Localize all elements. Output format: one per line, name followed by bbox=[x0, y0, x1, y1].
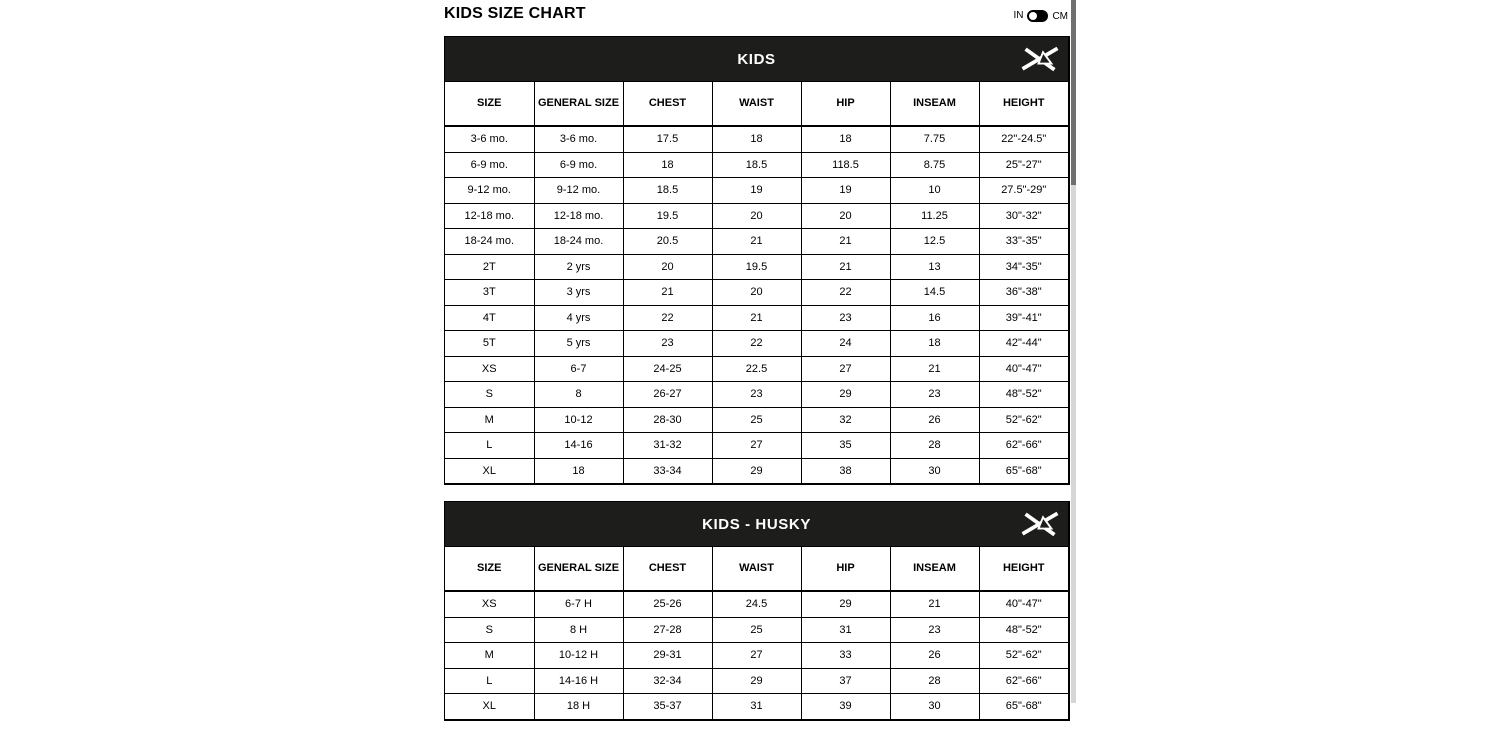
table-cell: 29 bbox=[712, 668, 801, 694]
table-row bbox=[445, 694, 1068, 719]
table-cell: 39 bbox=[801, 694, 890, 719]
table-cell: 39"-41" bbox=[979, 305, 1068, 331]
table-cell: 4T bbox=[445, 305, 534, 331]
table-cell: 30 bbox=[890, 694, 979, 719]
table-cell: 9-12 mo. bbox=[534, 178, 623, 204]
table-row bbox=[445, 203, 1068, 229]
table-cell: 23 bbox=[890, 617, 979, 643]
table-cell: 23 bbox=[801, 305, 890, 331]
brand-logo-icon bbox=[1021, 45, 1059, 73]
column-header-waist: WAIST bbox=[712, 82, 801, 127]
table-row bbox=[445, 668, 1068, 694]
scrollbar-track[interactable] bbox=[1071, 0, 1076, 703]
table-cell: 18.5 bbox=[712, 152, 801, 178]
column-header-waist: WAIST bbox=[712, 547, 801, 592]
table-title: KIDS bbox=[737, 50, 776, 68]
table-cell: 24.5 bbox=[712, 591, 801, 617]
table-cell: 26-27 bbox=[623, 382, 712, 408]
table-cell: 27 bbox=[712, 433, 801, 459]
table-cell: 62"-66" bbox=[979, 668, 1068, 694]
table-cell: 36"-38" bbox=[979, 280, 1068, 306]
table-row bbox=[445, 152, 1068, 178]
column-header-inseam: INSEAM bbox=[890, 82, 979, 127]
table-cell: 19 bbox=[712, 178, 801, 204]
table-cell: 21 bbox=[801, 229, 890, 255]
kids-size-table bbox=[444, 36, 1070, 485]
table-cell: 29 bbox=[712, 458, 801, 483]
table-cell: XL bbox=[445, 458, 534, 483]
table-cell: 40"-47" bbox=[979, 356, 1068, 382]
column-header-height: HEIGHT bbox=[979, 547, 1068, 592]
table-cell: 23 bbox=[890, 382, 979, 408]
table-row bbox=[445, 643, 1068, 669]
table-cell: 48"-52" bbox=[979, 382, 1068, 408]
table-cell: 22 bbox=[623, 305, 712, 331]
table-cell: 8 H bbox=[534, 617, 623, 643]
column-header-hip: HIP bbox=[801, 82, 890, 127]
table-cell: 7.75 bbox=[890, 126, 979, 152]
table-cell: 4 yrs bbox=[534, 305, 623, 331]
table-cell: 25 bbox=[712, 407, 801, 433]
table-cell: 26 bbox=[890, 643, 979, 669]
table-cell: 23 bbox=[712, 382, 801, 408]
table-cell: 3 yrs bbox=[534, 280, 623, 306]
column-header-row bbox=[445, 82, 1068, 127]
scrollbar-thumb[interactable] bbox=[1071, 0, 1076, 185]
table-cell: S bbox=[445, 617, 534, 643]
table-cell: 65"-68" bbox=[979, 694, 1068, 719]
unit-toggle-switch[interactable] bbox=[1027, 10, 1048, 22]
table-row bbox=[445, 305, 1068, 331]
table-cell: 118.5 bbox=[801, 152, 890, 178]
table-row bbox=[445, 178, 1068, 204]
table-cell: 8 bbox=[534, 382, 623, 408]
table-row bbox=[445, 229, 1068, 255]
table-cell: 21 bbox=[801, 254, 890, 280]
column-header-hip: HIP bbox=[801, 547, 890, 592]
kids-husky-table-banner bbox=[445, 502, 1068, 546]
table-cell: 18 bbox=[712, 126, 801, 152]
kids-table-banner bbox=[445, 37, 1068, 81]
table-cell: 28 bbox=[890, 668, 979, 694]
column-header-general-size: GENERAL SIZE bbox=[534, 82, 623, 127]
table-cell: L bbox=[445, 433, 534, 459]
table-cell: 19.5 bbox=[712, 254, 801, 280]
table-cell: 29-31 bbox=[623, 643, 712, 669]
table-cell: 28-30 bbox=[623, 407, 712, 433]
column-header-inseam: INSEAM bbox=[890, 547, 979, 592]
table-cell: 10 bbox=[890, 178, 979, 204]
unit-label-in: IN bbox=[1013, 9, 1024, 21]
table-cell: 25 bbox=[712, 617, 801, 643]
table-cell: 18 bbox=[623, 152, 712, 178]
table-row bbox=[445, 407, 1068, 433]
table-cell: 6-9 mo. bbox=[534, 152, 623, 178]
table-cell: 48"-52" bbox=[979, 617, 1068, 643]
table-cell: 27 bbox=[712, 643, 801, 669]
table-cell: 12-18 mo. bbox=[445, 203, 534, 229]
table-cell: 6-7 H bbox=[534, 591, 623, 617]
table-cell: 2 yrs bbox=[534, 254, 623, 280]
kids-table bbox=[445, 81, 1068, 483]
table-cell: 28 bbox=[890, 433, 979, 459]
table-cell: 10-12 H bbox=[534, 643, 623, 669]
table-cell: 38 bbox=[801, 458, 890, 483]
table-row bbox=[445, 617, 1068, 643]
table-cell: 30"-32" bbox=[979, 203, 1068, 229]
table-cell: 62"-66" bbox=[979, 433, 1068, 459]
table-cell: 26 bbox=[890, 407, 979, 433]
table-cell: 34"-35" bbox=[979, 254, 1068, 280]
table-cell: 32-34 bbox=[623, 668, 712, 694]
table-cell: 5 yrs bbox=[534, 331, 623, 357]
table-cell: 65"-68" bbox=[979, 458, 1068, 483]
table-cell: 18 bbox=[890, 331, 979, 357]
table-row bbox=[445, 382, 1068, 408]
table-cell: M bbox=[445, 407, 534, 433]
table-cell: 33-34 bbox=[623, 458, 712, 483]
table-cell: 6-7 bbox=[534, 356, 623, 382]
kids-husky-size-table bbox=[444, 501, 1070, 721]
unit-label-cm: CM bbox=[1052, 11, 1068, 22]
table-cell: 3-6 mo. bbox=[534, 126, 623, 152]
table-cell: 35 bbox=[801, 433, 890, 459]
table-cell: 42"-44" bbox=[979, 331, 1068, 357]
column-header-chest: CHEST bbox=[623, 82, 712, 127]
table-cell: 31 bbox=[712, 694, 801, 719]
table-cell: M bbox=[445, 643, 534, 669]
table-cell: 22"-24.5" bbox=[979, 126, 1068, 152]
table-cell: 33"-35" bbox=[979, 229, 1068, 255]
table-cell: 31-32 bbox=[623, 433, 712, 459]
table-row bbox=[445, 280, 1068, 306]
table-row bbox=[445, 356, 1068, 382]
table-cell: XL bbox=[445, 694, 534, 719]
table-row bbox=[445, 254, 1068, 280]
table-cell: 25"-27" bbox=[979, 152, 1068, 178]
table-cell: 21 bbox=[712, 305, 801, 331]
table-cell: 14.5 bbox=[890, 280, 979, 306]
table-cell: 25-26 bbox=[623, 591, 712, 617]
table-cell: 27-28 bbox=[623, 617, 712, 643]
column-header-size: SIZE bbox=[445, 547, 534, 592]
table-cell: 20 bbox=[712, 203, 801, 229]
column-header-row bbox=[445, 547, 1068, 592]
table-cell: 30 bbox=[890, 458, 979, 483]
table-row bbox=[445, 591, 1068, 617]
table-cell: 29 bbox=[801, 382, 890, 408]
table-cell: 18 bbox=[534, 458, 623, 483]
table-cell: 14-16 bbox=[534, 433, 623, 459]
table-cell: 11.25 bbox=[890, 203, 979, 229]
table-cell: 18 bbox=[801, 126, 890, 152]
table-cell: 5T bbox=[445, 331, 534, 357]
table-cell: 37 bbox=[801, 668, 890, 694]
column-header-chest: CHEST bbox=[623, 547, 712, 592]
table-cell: 32 bbox=[801, 407, 890, 433]
table-cell: 33 bbox=[801, 643, 890, 669]
table-cell: 19 bbox=[801, 178, 890, 204]
table-cell: 20 bbox=[712, 280, 801, 306]
table-cell: 2T bbox=[445, 254, 534, 280]
table-cell: 3-6 mo. bbox=[445, 126, 534, 152]
table-row bbox=[445, 331, 1068, 357]
toggle-knob-icon bbox=[1029, 12, 1037, 20]
table-cell: 13 bbox=[890, 254, 979, 280]
table-row bbox=[445, 433, 1068, 459]
table-cell: 24-25 bbox=[623, 356, 712, 382]
table-cell: 12.5 bbox=[890, 229, 979, 255]
table-cell: 3T bbox=[445, 280, 534, 306]
table-row bbox=[445, 126, 1068, 152]
table-title: KIDS - HUSKY bbox=[702, 515, 811, 533]
table-cell: 14-16 H bbox=[534, 668, 623, 694]
table-cell: 22 bbox=[712, 331, 801, 357]
table-cell: 20 bbox=[801, 203, 890, 229]
table-cell: 12-18 mo. bbox=[534, 203, 623, 229]
table-cell: 8.75 bbox=[890, 152, 979, 178]
column-header-height: HEIGHT bbox=[979, 82, 1068, 127]
table-cell: 31 bbox=[801, 617, 890, 643]
table-cell: 22 bbox=[801, 280, 890, 306]
table-cell: 10-12 bbox=[534, 407, 623, 433]
table-cell: 9-12 mo. bbox=[445, 178, 534, 204]
table-cell: 21 bbox=[890, 591, 979, 617]
table-cell: 20.5 bbox=[623, 229, 712, 255]
table-cell: 23 bbox=[623, 331, 712, 357]
table-cell: 21 bbox=[890, 356, 979, 382]
unit-toggle bbox=[1013, 8, 1068, 23]
brand-logo-icon bbox=[1021, 510, 1059, 538]
table-cell: 52"-62" bbox=[979, 643, 1068, 669]
page-title: KIDS SIZE CHART bbox=[444, 5, 586, 22]
table-cell: XS bbox=[445, 356, 534, 382]
table-cell: 18 H bbox=[534, 694, 623, 719]
table-cell: 40"-47" bbox=[979, 591, 1068, 617]
table-cell: 18.5 bbox=[623, 178, 712, 204]
table-cell: 21 bbox=[712, 229, 801, 255]
table-cell: S bbox=[445, 382, 534, 408]
table-cell: 22.5 bbox=[712, 356, 801, 382]
table-cell: 29 bbox=[801, 591, 890, 617]
column-header-size: SIZE bbox=[445, 82, 534, 127]
table-cell: 20 bbox=[623, 254, 712, 280]
table-cell: 24 bbox=[801, 331, 890, 357]
table-cell: 27.5"-29" bbox=[979, 178, 1068, 204]
table-cell: 52"-62" bbox=[979, 407, 1068, 433]
table-cell: 21 bbox=[623, 280, 712, 306]
table-cell: XS bbox=[445, 591, 534, 617]
table-cell: 6-9 mo. bbox=[445, 152, 534, 178]
table-cell: L bbox=[445, 668, 534, 694]
table-cell: 19.5 bbox=[623, 203, 712, 229]
column-header-general-size: GENERAL SIZE bbox=[534, 547, 623, 592]
table-cell: 35-37 bbox=[623, 694, 712, 719]
table-cell: 18-24 mo. bbox=[534, 229, 623, 255]
top-bar bbox=[444, 4, 1070, 24]
table-cell: 27 bbox=[801, 356, 890, 382]
table-row bbox=[445, 458, 1068, 483]
table-cell: 17.5 bbox=[623, 126, 712, 152]
table-cell: 18-24 mo. bbox=[445, 229, 534, 255]
kids-husky-table bbox=[445, 546, 1068, 719]
table-cell: 16 bbox=[890, 305, 979, 331]
